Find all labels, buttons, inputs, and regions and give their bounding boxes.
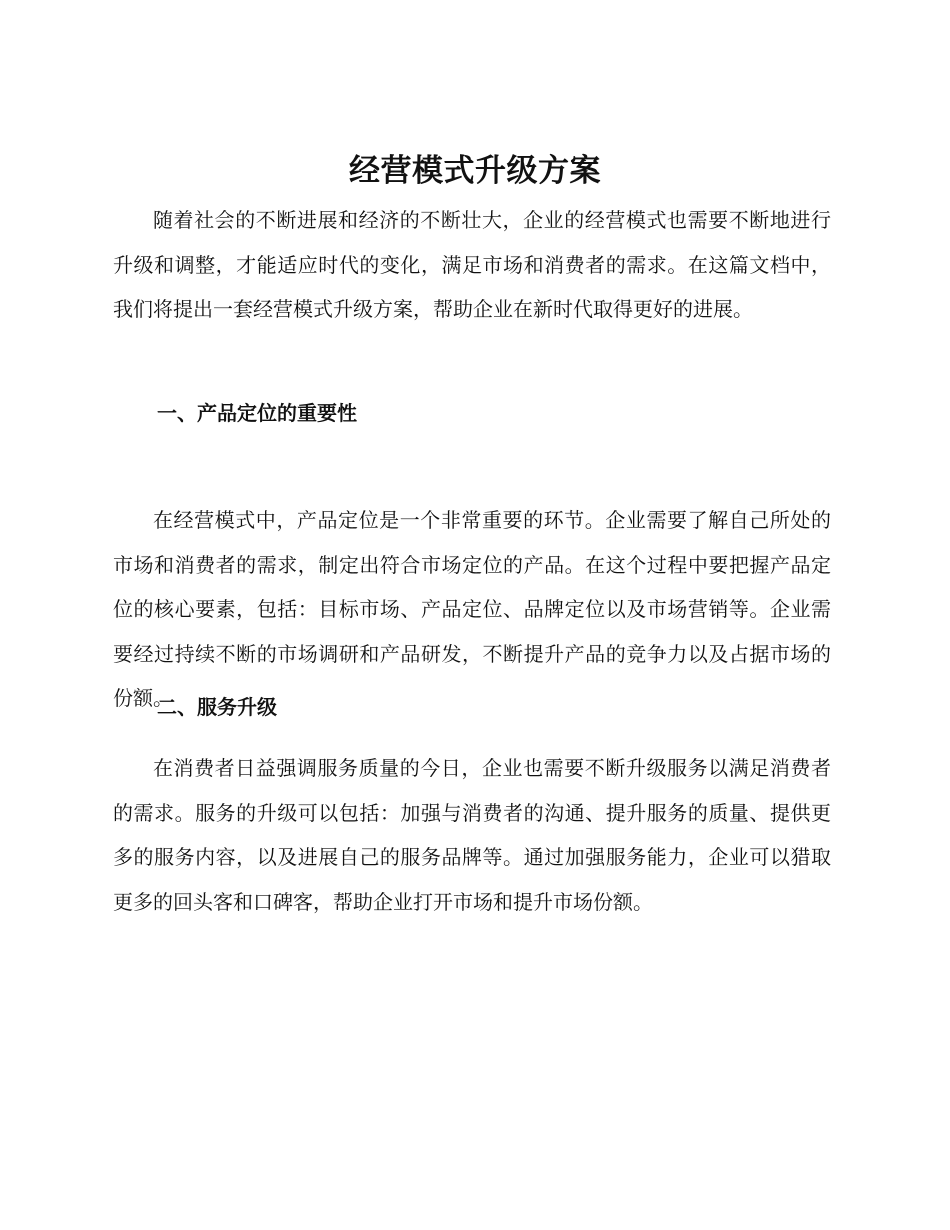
document-title: 经营模式升级方案 <box>349 153 601 189</box>
section-paragraph-service-upgrade: 在消费者日益强调服务质量的今日，企业也需要不断升级服务以满足消费者的需求。服务的升级可以包括：加强与消费者的沟通、提升服务的质量、提供更多的服务内容，以及进展自己的服务品牌等。通过加强服务能力，企业可以猎取更多的回头客和口碑客，帮助企业打开市场和提升市场份额。 <box>113 756 831 914</box>
section-heading-service-upgrade: 二、服务升级 <box>157 695 277 719</box>
intro-paragraph: 随着社会的不断进展和经济的不断壮大，企业的经营模式也需要不断地进行升级和调整，才能适应时代的变化，满足市场和消费者的需求。在这篇文档中，我们将提出一套经营模式升级方案，帮助企业在新时代取得更好的进展。 <box>113 208 831 321</box>
section-paragraph-product-positioning: 在经营模式中，产品定位是一个非常重要的环节。企业需要了解自己所处的市场和消费者的需求，制定出符合市场定位的产品。在这个过程中要把握产品定位的核心要素，包括：目标市场、产品定位、品牌定位以及市场营销等。企业需要经过持续不断的市场调研和产品研发，不断提升产品的竞争力以及占据市场的份额。 <box>113 508 831 710</box>
section-heading-product-positioning: 一、产品定位的重要性 <box>157 401 357 425</box>
